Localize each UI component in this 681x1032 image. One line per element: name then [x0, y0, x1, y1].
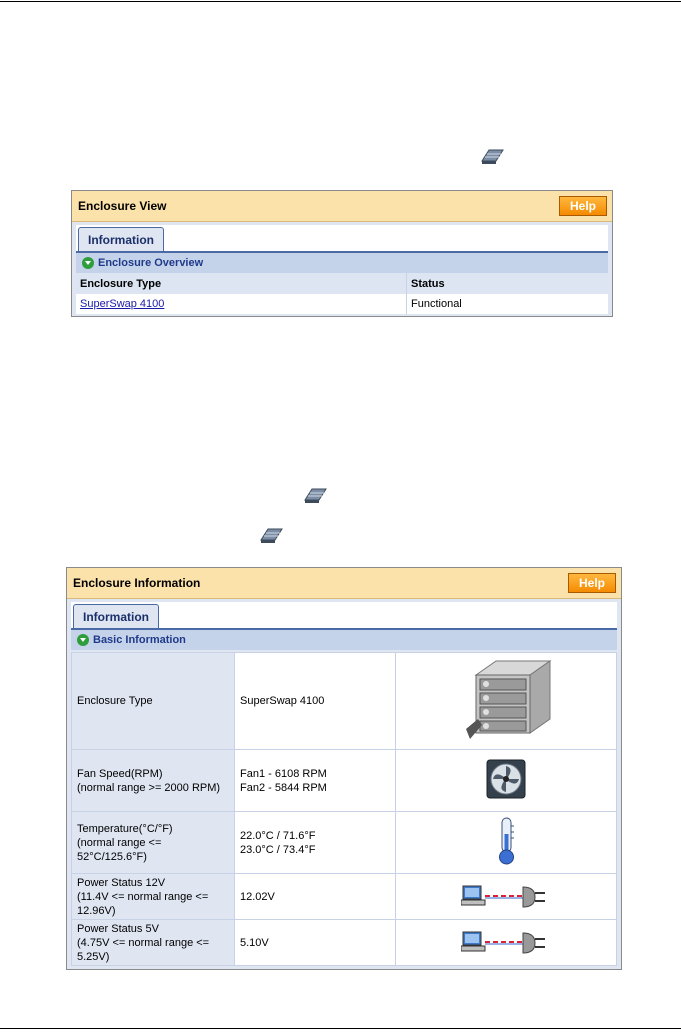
tab-information[interactable]: Information	[78, 227, 164, 251]
enclosure-icon	[258, 524, 284, 546]
label-line: Fan Speed(RPM)	[77, 767, 163, 780]
table-row	[76, 294, 608, 314]
power-connection-icon	[461, 882, 551, 908]
label-line: Temperature(°C/°F)	[77, 822, 173, 835]
label-line: Enclosure Type	[77, 695, 153, 707]
row-value	[235, 812, 396, 874]
row-label	[72, 653, 235, 750]
header-rule	[0, 1, 681, 2]
column-header-enclosure-type: Enclosure Type	[76, 273, 407, 294]
tab-bar	[76, 225, 608, 253]
row-label	[72, 920, 235, 966]
value-line: Fan1 - 6108 RPM	[240, 767, 327, 780]
label-line: (4.75V <= normal range <=	[77, 936, 210, 949]
section-title: Enclosure Overview	[98, 257, 204, 269]
row-value	[235, 874, 396, 920]
row-image	[396, 812, 617, 874]
table-row	[72, 920, 617, 966]
value-line: SuperSwap 4100	[240, 695, 325, 707]
table-row	[72, 874, 617, 920]
panel-header	[72, 191, 612, 222]
enclosure-view-panel	[71, 190, 613, 317]
table-row	[72, 750, 617, 812]
row-value	[235, 920, 396, 966]
tab-bar	[71, 602, 617, 630]
value-line: 23.0°C / 73.4°F	[240, 843, 316, 856]
row-image	[396, 920, 617, 966]
section-header-basic-information[interactable]	[71, 630, 617, 650]
thermometer-icon	[494, 816, 518, 866]
column-header-status: Status	[407, 273, 609, 294]
label-line: 5.25V)	[77, 950, 110, 963]
help-button[interactable]: Help	[559, 196, 607, 216]
label-line: (11.4V <= normal range <=	[77, 890, 209, 903]
panel-title: Enclosure Information	[73, 576, 201, 590]
value-line: 12.02V	[240, 890, 275, 903]
status-cell: Functional	[407, 294, 609, 314]
panel-title: Enclosure View	[78, 199, 167, 213]
collapse-chevron-icon[interactable]	[82, 257, 94, 269]
enclosure-link[interactable]: SuperSwap 4100	[80, 298, 165, 310]
label-line: Power Status 5V	[77, 922, 159, 935]
row-image	[396, 874, 617, 920]
enclosure-information-panel	[66, 567, 622, 970]
table-row	[72, 812, 617, 874]
value-line: 5.10V	[240, 936, 269, 949]
basic-information-table	[71, 652, 617, 966]
enclosure-overview-table	[76, 273, 608, 314]
power-connection-icon	[461, 928, 551, 954]
enclosure-icon	[479, 145, 505, 167]
fan-icon	[486, 759, 526, 799]
section-header-enclosure-overview[interactable]	[76, 253, 608, 273]
label-line: (normal range >= 2000 RPM)	[77, 781, 221, 794]
label-line: (normal range <= 52°C/125.6°F)	[77, 836, 162, 863]
collapse-chevron-icon[interactable]	[77, 634, 89, 646]
row-image	[396, 653, 617, 750]
row-value	[235, 750, 396, 812]
row-label	[72, 874, 235, 920]
enclosure-type-cell	[76, 294, 407, 314]
table-row	[72, 653, 617, 750]
footer-rule	[0, 1028, 681, 1029]
row-label	[72, 812, 235, 874]
row-value	[235, 653, 396, 750]
tab-information[interactable]: Information	[73, 604, 159, 628]
value-line: 22.0°C / 71.6°F	[240, 829, 316, 842]
help-button[interactable]: Help	[568, 573, 616, 593]
label-line: 12.96V)	[77, 904, 116, 917]
row-label	[72, 750, 235, 812]
enclosure-icon	[456, 655, 556, 745]
section-title: Basic Information	[93, 634, 186, 646]
panel-header	[67, 568, 621, 599]
enclosure-icon	[302, 484, 328, 506]
value-line: Fan2 - 5844 RPM	[240, 781, 327, 794]
row-image	[396, 750, 617, 812]
label-line: Power Status 12V	[77, 876, 166, 889]
